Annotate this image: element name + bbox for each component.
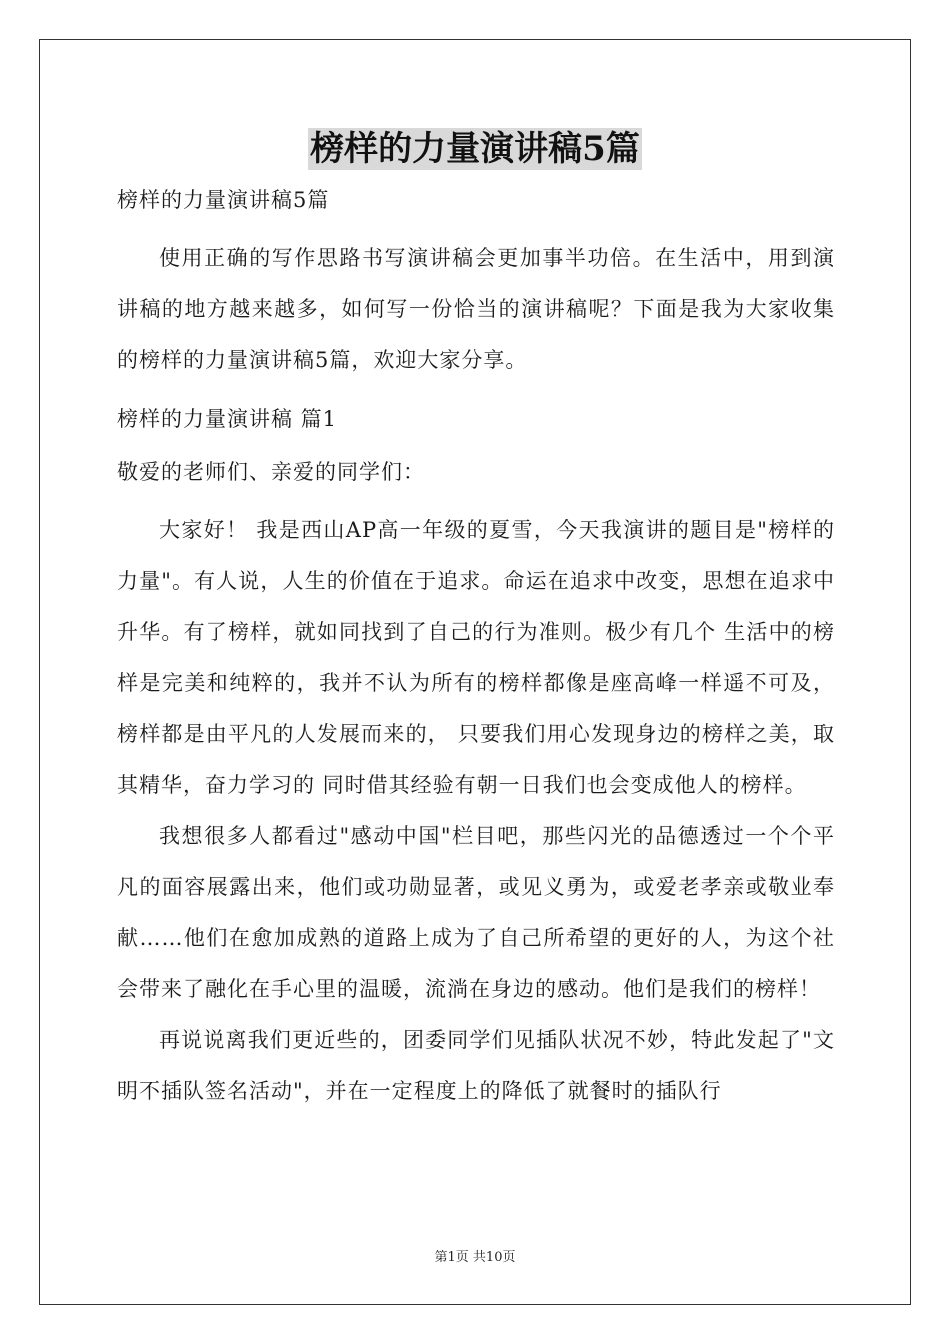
body-paragraph-3: 再说说离我们更近些的，团委同学们见插队状况不妙，特此发起了"文明不插队签名活动"，并在一定程度上的降低了就餐时的插队行: [117, 1028, 835, 1103]
greeting: 敬爱的老师们、亲爱的同学们：: [117, 460, 425, 484]
document-subtitle: 榜样的力量演讲稿5篇: [117, 188, 330, 212]
page-number: 第1页 共10页: [434, 1250, 516, 1265]
section-heading: 榜样的力量演讲稿 篇1: [117, 407, 338, 431]
page-footer: [0, 1246, 950, 1265]
document-title: 榜样的力量演讲稿5篇: [310, 129, 640, 169]
intro-paragraph: 使用正确的写作思路书写演讲稿会更加事半功倍。在生活中，用到演讲稿的地方越来越多，如何写一份恰当的演讲稿呢？下面是我为大家收集的榜样的力量演讲稿5篇，欢迎大家分享。: [117, 246, 835, 372]
title-container: [0, 128, 950, 170]
body-paragraph-2: 我想很多人都看过"感动中国"栏目吧，那些闪光的品德透过一个个平凡的面容展露出来，他们或功勋显著，或见义勇为，或爱老孝亲或敬业奉献……他们在愈加成熟的道路上成为了自己所希望的更好的人，为这个社会带来了融化在手心里的温暖，流淌在身边的感动。他们是我们的榜样！: [117, 824, 835, 1001]
body-paragraph-1: 大家好！ 我是西山AP高一年级的夏雪，今天我演讲的题目是"榜样的力量"。有人说，人生的价值在于追求。命运在追求中改变，思想在追求中升华。有了榜样，就如同找到了自己的行为准则。极少有几个 生活中的榜样是完美和纯粹的，我并不认为所有的榜样都像是座高峰一样遥不可及，榜样都是由平凡的人发展而来的， 只要我们用心发现身边的榜样之美，取其精华，奋力学习的 同时借其经验有朝一日我们也会变成他人的榜样。: [117, 518, 835, 797]
document-body: [117, 185, 835, 1117]
